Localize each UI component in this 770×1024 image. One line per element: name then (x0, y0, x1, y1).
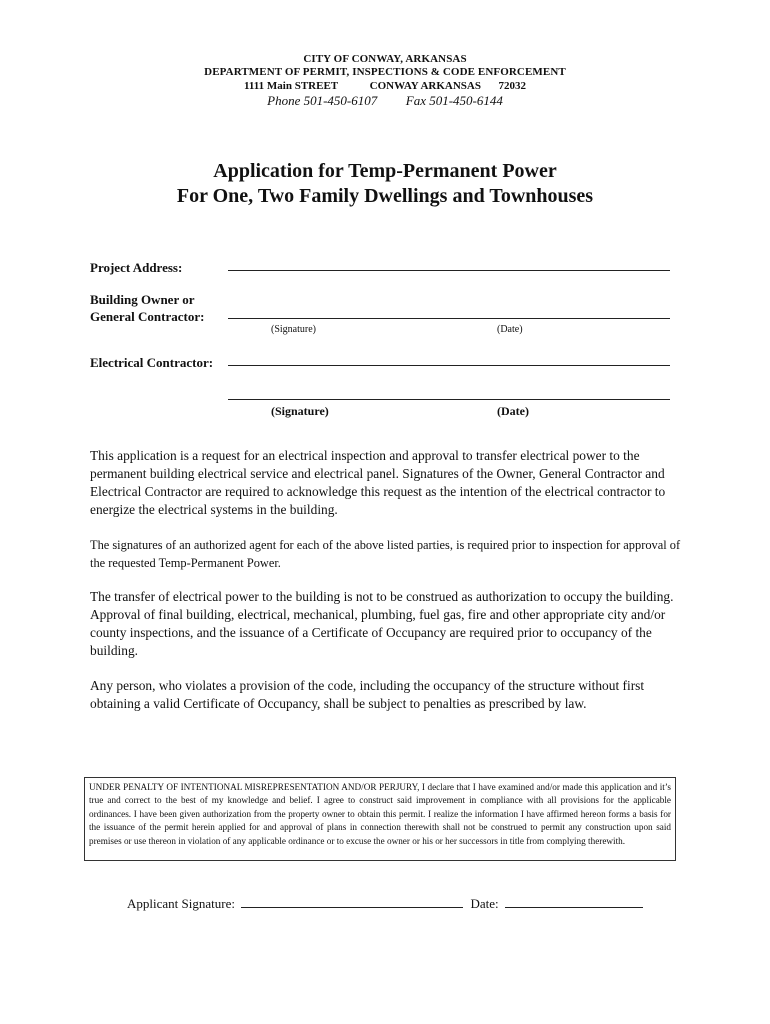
applicant-signature-row (127, 896, 643, 912)
form-title-line1: Application for Temp-Permanent Power (213, 160, 557, 182)
project-address-label: Project Address: (90, 260, 183, 275)
header-department: DEPARTMENT OF PERMIT, INSPECTIONS & CODE ENFORCEMENT (204, 66, 566, 78)
owner-label-line2: General Contractor: (90, 309, 205, 324)
header-contact (0, 93, 770, 109)
owner-signature-line[interactable] (228, 318, 670, 319)
body-paragraph-4: Any person, who violates a provision of the code, including the occupancy of the structure without first obtaining a valid Certificate of Occupancy, shall be subject to penalties as prescribed by law. (90, 678, 645, 711)
applicant-date-label: Date: (470, 896, 499, 911)
header-fax: Fax 501-450-6144 (405, 93, 503, 108)
owner-signature-caption: (Signature) (271, 324, 316, 335)
applicant-signature-line[interactable] (241, 896, 463, 908)
form-title-line2: For One, Two Family Dwellings and Townhouses (176, 185, 594, 207)
header-city: CITY OF CONWAY, ARKANSAS (303, 53, 467, 65)
header-street: 1111 Main STREET (243, 80, 339, 92)
project-address-line[interactable] (228, 270, 670, 271)
applicant-signature-label: Applicant Signature: (127, 896, 235, 911)
applicant-date-line[interactable] (505, 896, 643, 908)
body-paragraph-3: The transfer of electrical power to the building is not to be construed as authorization to occupy the building. Approval of final building, electrical, mechanical, plumbing, fuel gas, fire and other appropriate city and/or county inspections, and the issuance of a Certificate of Occupancy are required prior to occupancy of the building. (90, 589, 674, 658)
penalty-statement-box: UNDER PENALTY OF INTENTIONAL MISREPRESENTATION AND/OR PERJURY, I declare that I have examined and/or made this application and it’s true and correct to the best of my knowledge and belief. I agree to construct said improvement in compliance with all provisions for the applicable ordinances. I have been given authorization from the property owner to obtain this permit. I realize the information I have affirmed hereon forms a basis for the issuance of the permit herein applied for and approval of plans in connection therewith shall not be construed to permit any construction upon said premises or use thereon in violation of any applicable ordinance or to excuse the owner or his or her successors in title from complying therewith. (84, 777, 676, 861)
electrical-signature-caption: (Signature) (271, 404, 329, 418)
electrical-signature-line[interactable] (228, 399, 670, 400)
electrical-date-caption: (Date) (497, 404, 529, 418)
body-paragraph-1: This application is a request for an electrical inspection and approval to transfer electrical power to the permanent building electrical service and electrical panel. Signatures of the Owner, General Contractor and Electrical Contractor are required to acknowledge this request as the intention of the electrical contractor to energize the electrical systems in the building. (90, 448, 666, 517)
header-zip: 72032 (498, 80, 526, 92)
body-paragraph-2: The signatures of an authorized agent for each of the above listed parties, is required prior to inspection for approval of the requested Temp-Permanent Power. (90, 538, 681, 570)
electrical-contractor-label: Electrical Contractor: (90, 355, 214, 370)
header-phone: Phone 501-450-6107 (267, 93, 378, 108)
header-city-state: CONWAY ARKANSAS (369, 80, 481, 92)
electrical-contractor-line[interactable] (228, 365, 670, 366)
header-address (0, 80, 770, 92)
owner-date-caption: (Date) (497, 324, 523, 335)
owner-label-line1: Building Owner or (90, 292, 195, 307)
